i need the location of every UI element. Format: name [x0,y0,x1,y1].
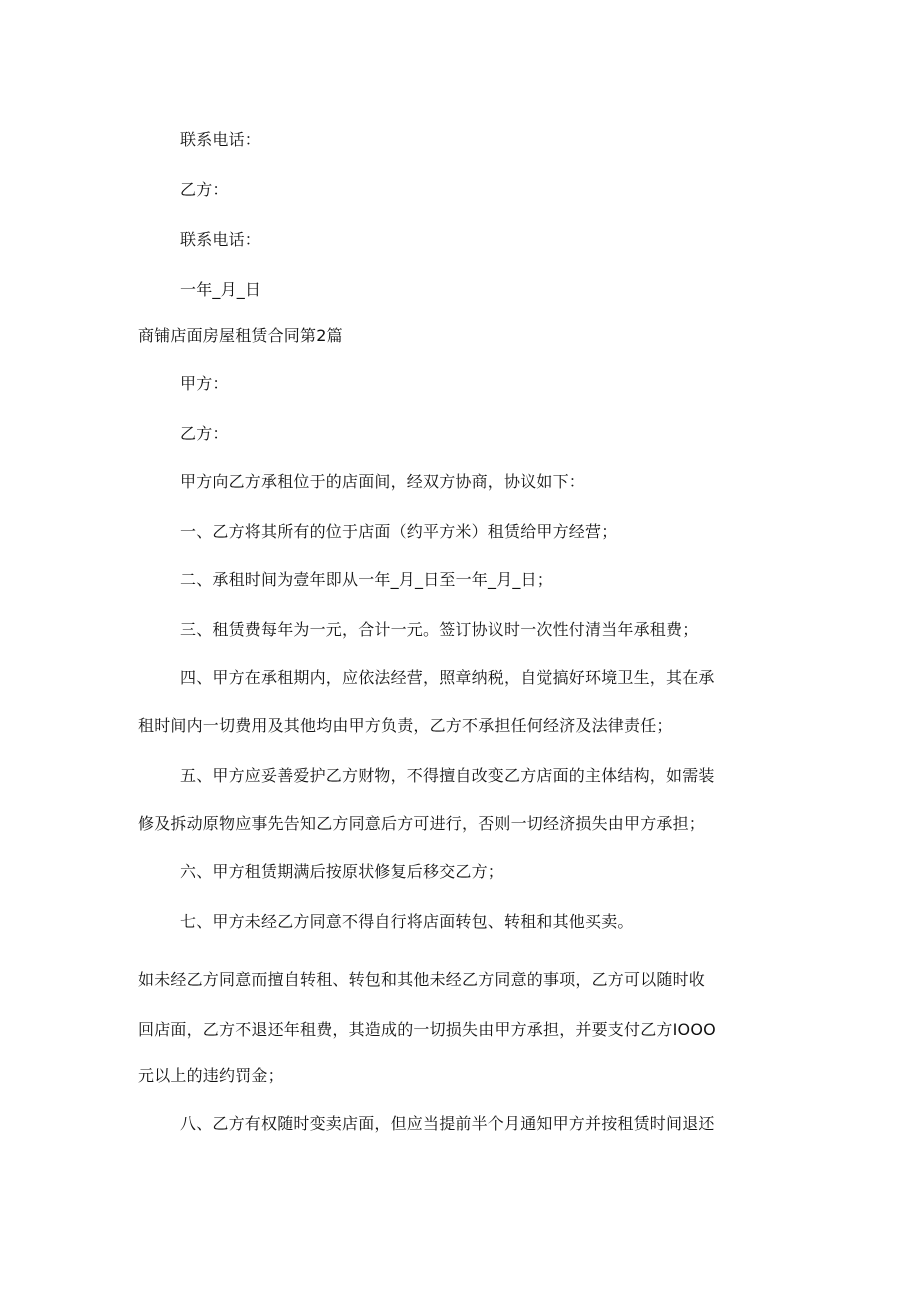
clause-7: 七、甲方未经乙方同意不得自行将店面转包、转租和其他买卖。 [180,912,634,931]
clause-2: 二、承租时间为壹年即从一年_月_日至一年_月_日； [180,570,554,589]
clause-7-cont-line-2: 回店面，乙方不退还年租费，其造成的一切损失由甲方承担，并要支付乙方IOOO [138,1020,716,1039]
intro-paragraph: 甲方向乙方承租位于的店面间，经双方协商，协议如下： [180,472,586,491]
party-b-label-2: 乙方： [180,424,229,443]
clause-4-line-1: 四、甲方在承租期内，应依法经营，照章纳税，自觉搞好环境卫生，其在承 [180,668,715,687]
clause-3: 三、租赁费每年为一元，合计一元。签订协议时一次性付清当年承租费； [180,620,699,639]
party-a-label: 甲方： [180,374,229,393]
clause-1: 一、乙方将其所有的位于店面（约平方米）租赁给甲方经营； [180,522,618,541]
contract-title: 商铺店面房屋租赁合同第2篇 [138,326,343,345]
clause-8: 八、乙方有权随时变卖店面，但应当提前半个月通知甲方并按租赁时间退还 [180,1114,715,1133]
clause-5-line-2: 修及拆动原物应事先告知乙方同意后方可进行，否则一切经济损失由甲方承担； [138,814,706,833]
party-b-label-1: 乙方： [180,180,229,199]
date-line: 一年_月_日 [180,280,262,299]
clause-6: 六、甲方租赁期满后按原状修复后移交乙方； [180,862,505,881]
clause-7-cont-line-3: 元以上的违约罚金； [138,1066,284,1085]
contact-phone-label-1: 联系电话： [180,130,262,149]
clause-4-line-2: 租时间内一切费用及其他均由甲方负责，乙方不承担任何经济及法律责任； [138,716,673,735]
contact-phone-label-2: 联系电话： [180,230,262,249]
clause-5-line-1: 五、甲方应妥善爱护乙方财物，不得擅自改变乙方店面的主体结构，如需装 [180,766,715,785]
clause-7-cont-line-1: 如未经乙方同意而擅自转租、转包和其他未经乙方同意的事项，乙方可以随时收 [138,970,706,989]
